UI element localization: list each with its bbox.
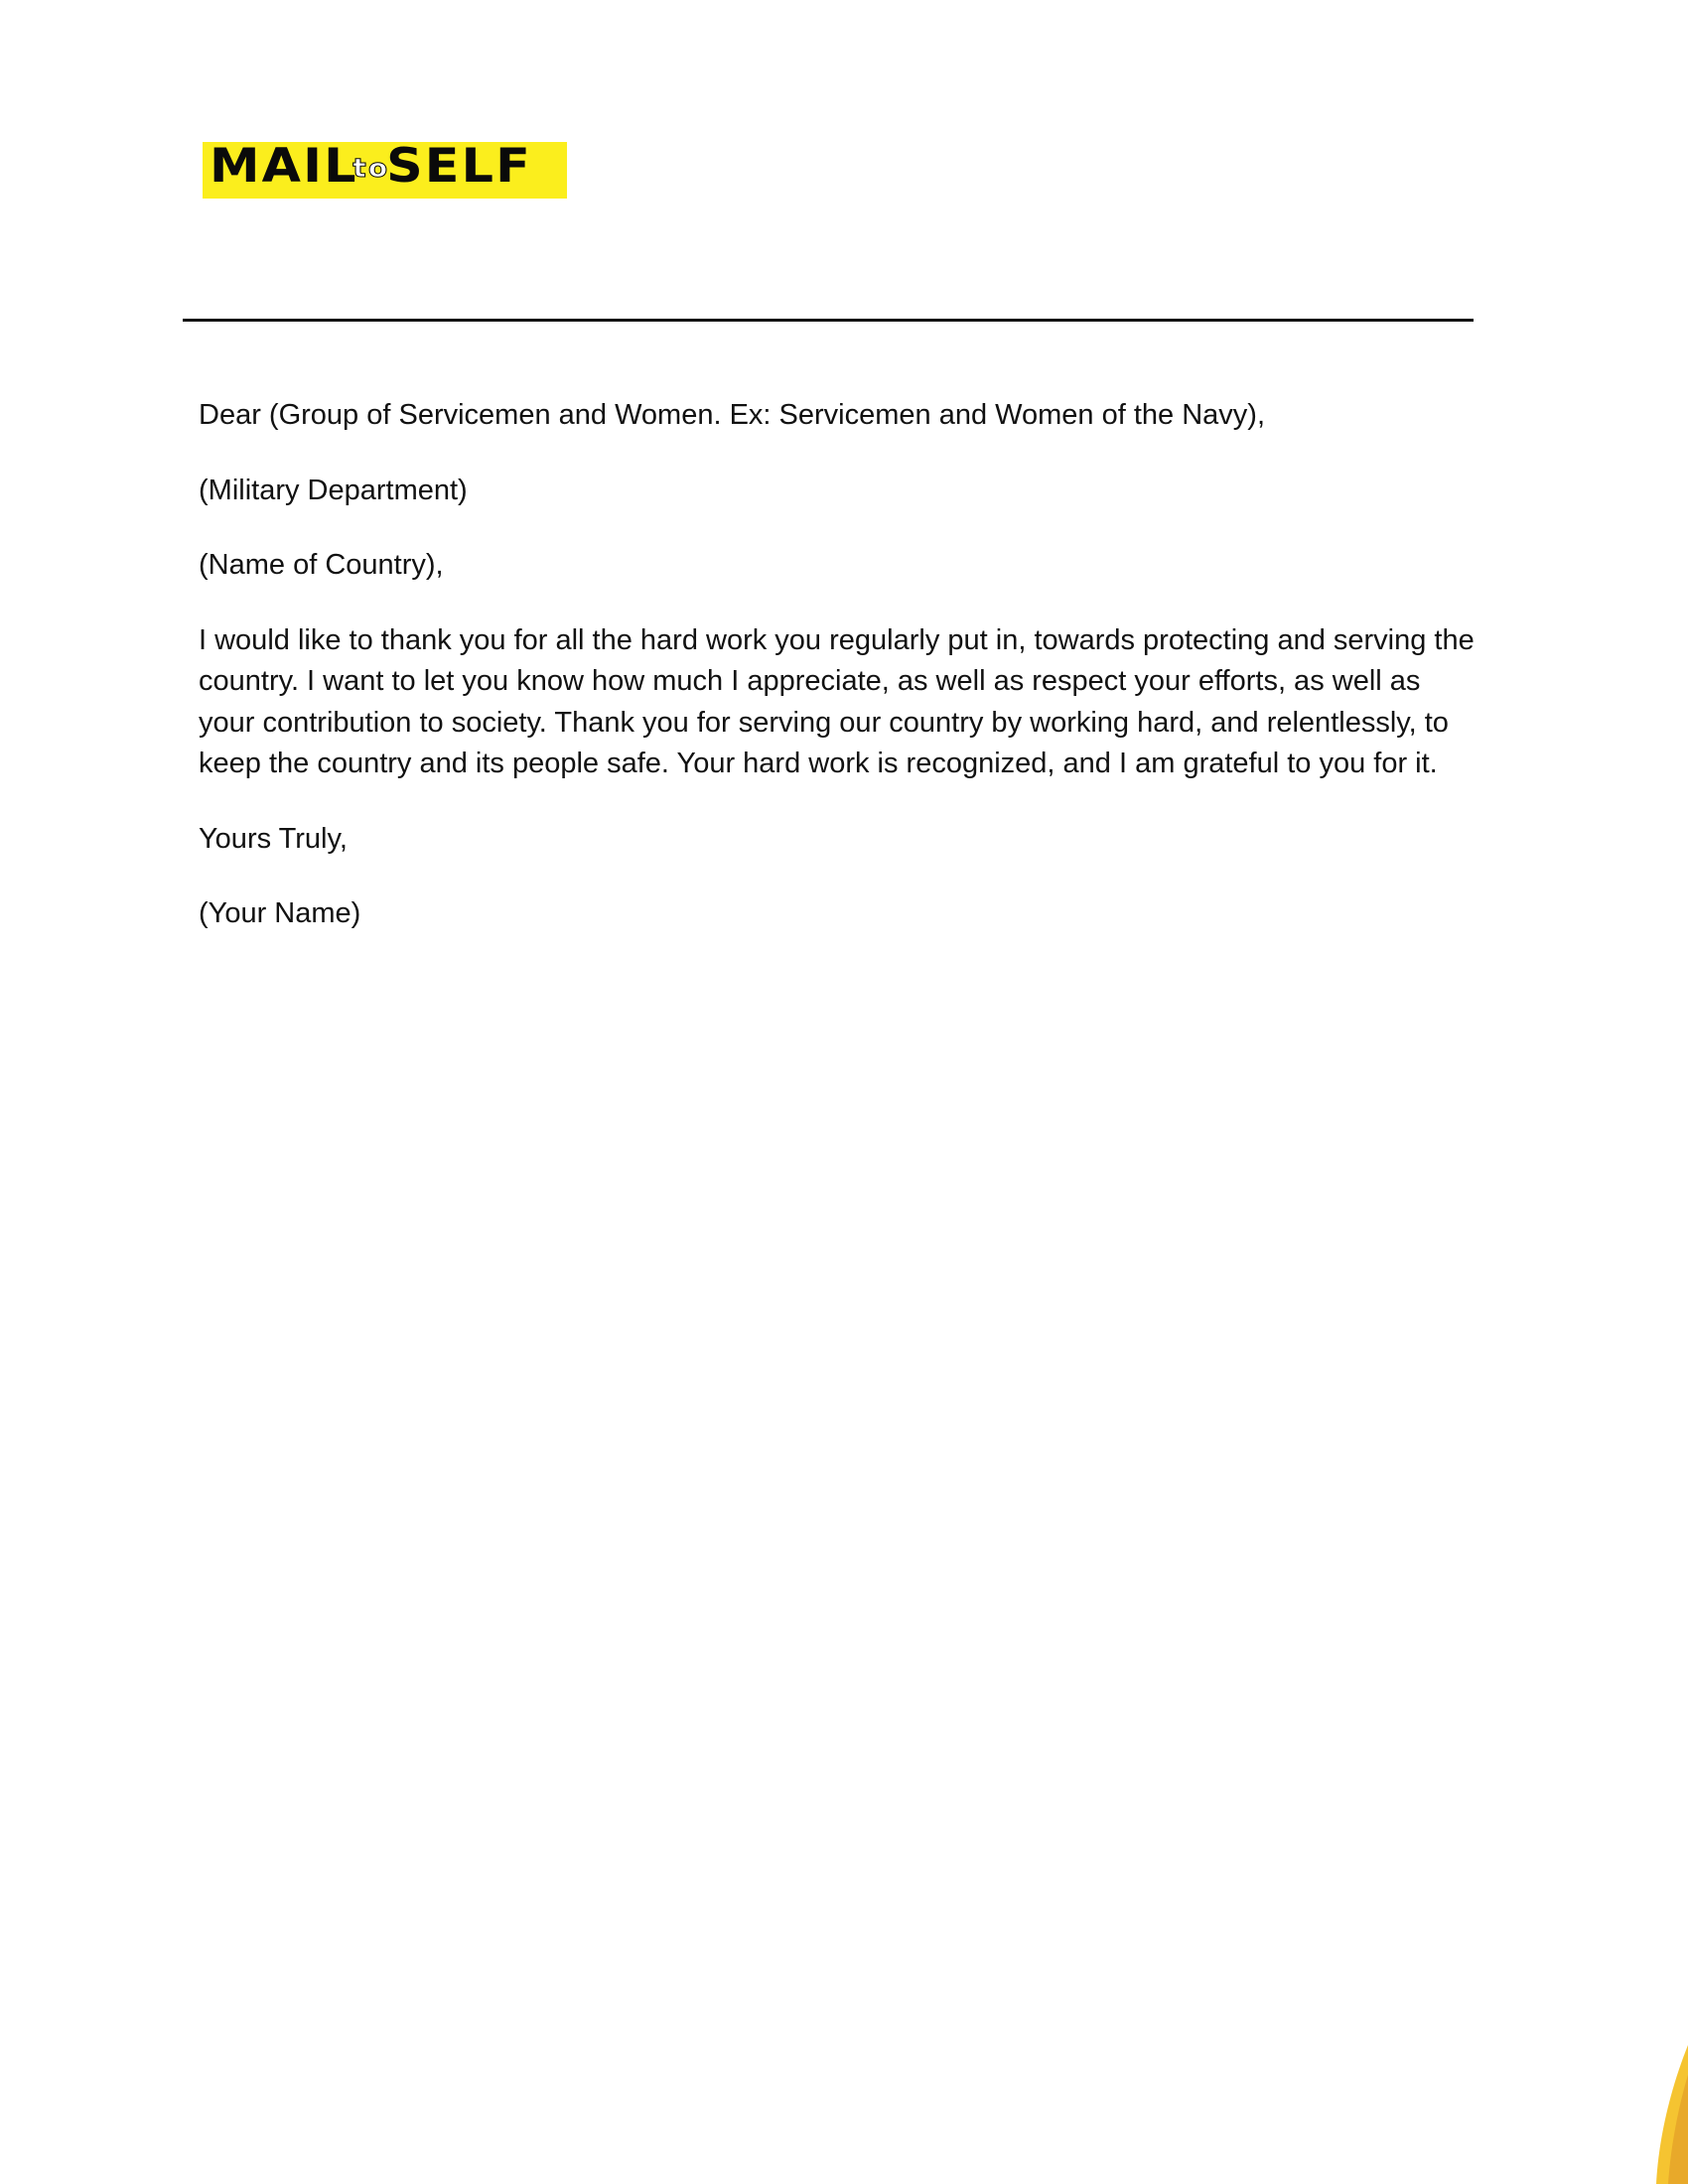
logo-text-self: SELF (386, 142, 532, 194)
logo-wordmark (210, 142, 532, 199)
closing: Yours Truly, (199, 822, 348, 855)
header-divider (183, 319, 1474, 322)
corner-decoration (1628, 2035, 1688, 2184)
letter-paragraph: I would like to thank you for all the hard work you regularly put in, towards protecting and serving the country. I want to let you know how much I appreciate, as well as respect your efforts, as well as your contribution to society. Thank you for serving our country by working hard, and relentlessly, to keep the country and its people safe. Your hard work is recognized, and I am grateful to you for it. (199, 623, 1475, 779)
recipient-department: (Military Department) (199, 474, 468, 506)
mail-to-self-logo (203, 142, 567, 199)
logo-text-to: to (352, 154, 390, 184)
salutation: Dear (Group of Servicemen and Women. Ex: Servicemen and Women of the Navy), (199, 399, 1266, 431)
recipient-country: (Name of Country), (199, 549, 444, 581)
logo-text-mail: MAIL (210, 142, 358, 194)
signature: (Your Name) (199, 897, 361, 929)
letter-body (199, 395, 1479, 969)
